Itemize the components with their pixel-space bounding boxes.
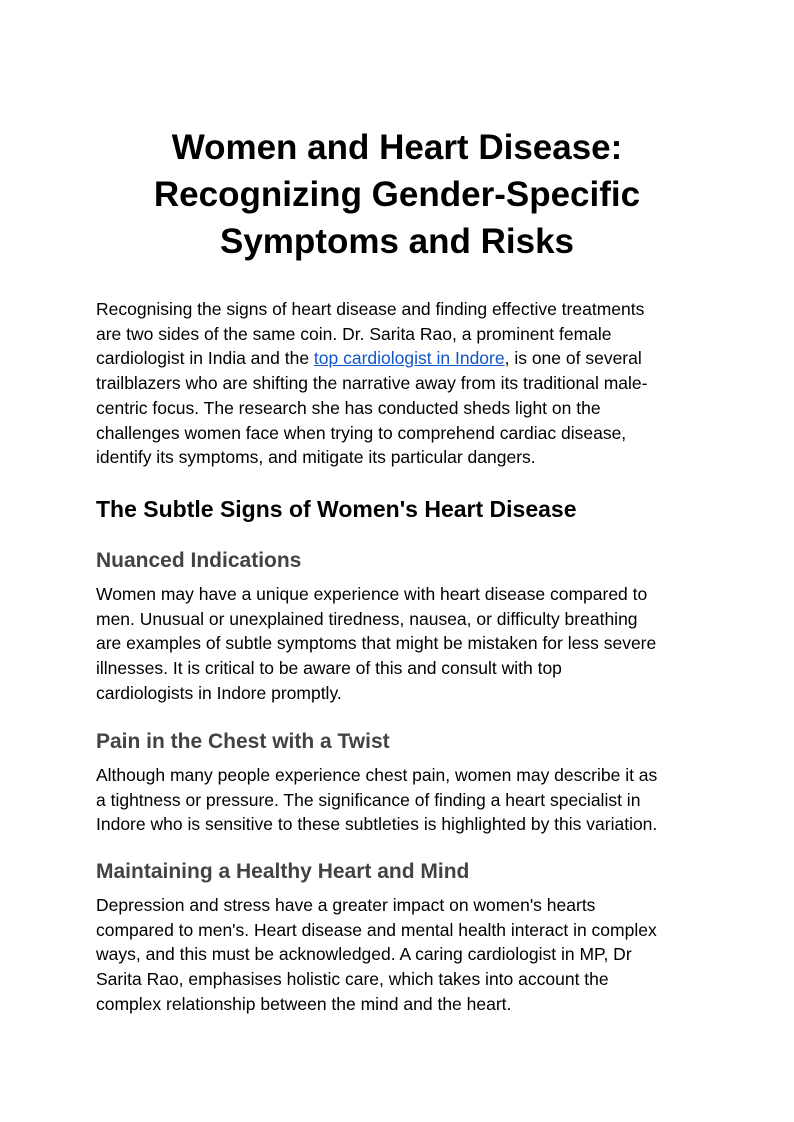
text-line: Indore who is sensitive to these subtleties is highlighted by this variation.	[96, 814, 658, 835]
title-line: Recognizing Gender-Specific	[153, 175, 641, 214]
text-line	[96, 346, 706, 371]
text-line: are examples of subtle symptoms that might be mistaken for less severe	[96, 633, 657, 654]
text-line: trailblazers who are shifting the narrative away from its traditional male-	[96, 373, 648, 394]
text-line: a tightness or pressure. The significance of finding a heart specialist in	[96, 789, 641, 810]
text-segment: cardiologist in India and the	[96, 348, 314, 369]
text-segment: , is one of several	[504, 348, 642, 369]
subsection-heading-nuanced-indications: Nuanced Indications	[96, 549, 302, 572]
text-line: Women may have a unique experience with heart disease compared to	[96, 584, 648, 604]
text-line: Sarita Rao, emphasises holistic care, which takes into account the	[96, 969, 609, 990]
text-line: Although many people experience chest pain, women may describe it as	[96, 765, 658, 785]
subsection-paragraph	[96, 893, 706, 1017]
section-heading: The Subtle Signs of Women's Heart Disease	[96, 496, 577, 522]
document-title	[96, 124, 698, 265]
subsection-paragraph	[96, 763, 706, 837]
text-line: are two sides of the same coin. Dr. Sarita Rao, a prominent female	[96, 323, 612, 344]
subsection-heading-heart-and-mind: Maintaining a Healthy Heart and Mind	[96, 860, 470, 883]
text-line: compared to men's. Heart disease and mental health interact in complex	[96, 919, 657, 940]
text-line: men. Unusual or unexplained tiredness, nausea, or difficulty breathing	[96, 608, 638, 629]
text-line: centric focus. The research she has conducted sheds light on the	[96, 397, 601, 418]
intro-paragraph	[96, 297, 706, 470]
subsection-heading-chest-pain: Pain in the Chest with a Twist	[96, 730, 390, 753]
text-line: identify its symptoms, and mitigate its particular dangers.	[96, 447, 536, 468]
title-line: Women and Heart Disease:	[171, 128, 623, 167]
text-line: complex relationship between the mind and the heart.	[96, 993, 512, 1014]
text-line: challenges women face when trying to comprehend cardiac disease,	[96, 422, 627, 443]
text-line: illnesses. It is critical to be aware of this and consult with top	[96, 658, 562, 679]
text-line: ways, and this must be acknowledged. A caring cardiologist in MP, Dr	[96, 944, 632, 965]
subsection-paragraph	[96, 582, 706, 706]
title-line: Symptoms and Risks	[220, 222, 574, 261]
top-cardiologist-link[interactable]: top cardiologist in Indore	[313, 348, 505, 369]
text-line: Depression and stress have a greater impact on women's hearts	[96, 895, 596, 915]
text-line: cardiologists in Indore promptly.	[96, 682, 342, 703]
text-line: Recognising the signs of heart disease and finding effective treatments	[96, 299, 645, 319]
